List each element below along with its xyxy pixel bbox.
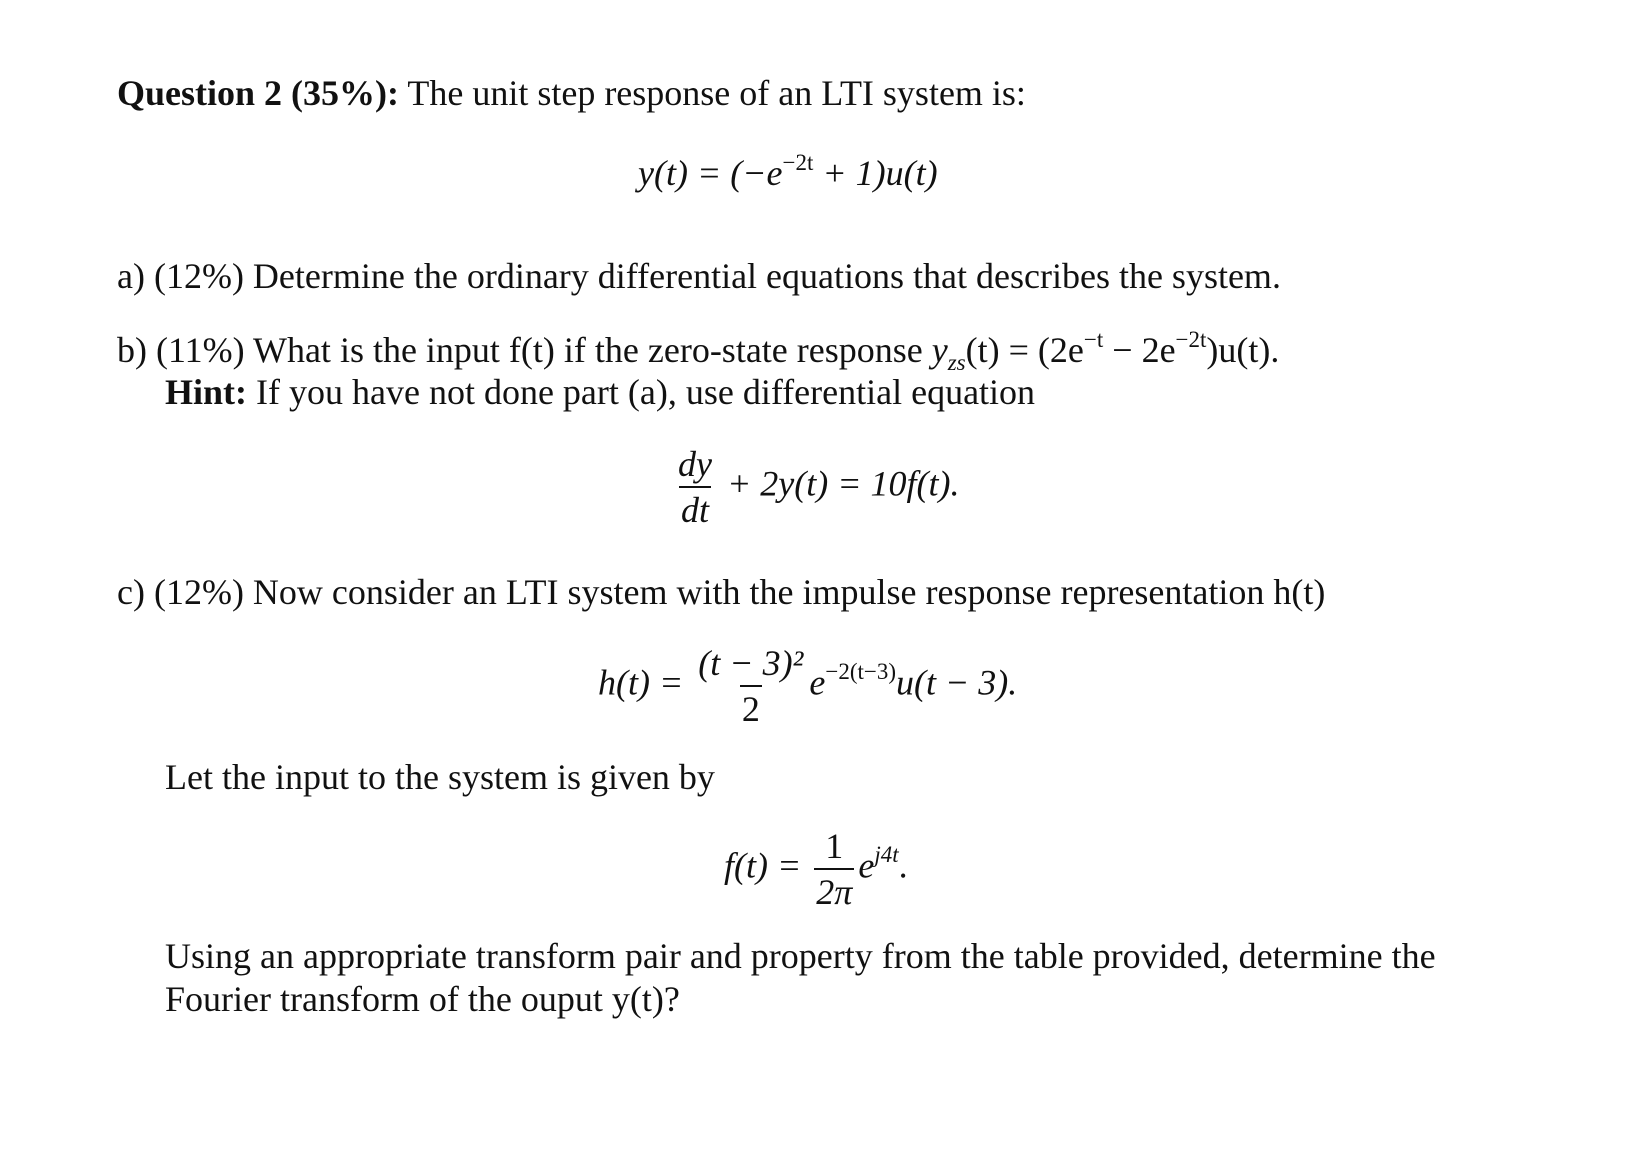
eq3-denominator: 2 [740, 685, 762, 727]
derivative-numerator: dy [678, 444, 712, 484]
question-heading-line [117, 75, 1026, 111]
eq4-e: e [858, 845, 875, 886]
eq1-rhs: + 1)u(t) [813, 153, 938, 193]
part-c-marker: c) [117, 572, 145, 612]
eq3-exponent: −2(t−3) [825, 659, 896, 685]
eq4-denominator: 2π [814, 868, 854, 910]
eq2-rhs: + 2y(t) = 10f(t). [726, 463, 960, 504]
part-b-hint [165, 374, 1035, 410]
eq4-fraction [814, 828, 854, 910]
hint-text: If you have not done part (a), use differential equation [247, 372, 1036, 412]
question-intro: The unit step response of an LTI system is: [407, 73, 1026, 113]
eq3-numerator: (t − 3)² [698, 643, 804, 683]
eq3-lhs: h(t) = [598, 662, 684, 703]
let-input: Let the input to the system is given by [165, 757, 715, 797]
part-b-yzs: y [931, 330, 948, 370]
part-a [117, 258, 1281, 294]
eq3-fraction [696, 645, 805, 727]
step-response-equation [638, 150, 938, 193]
eq3-rhs: u(t − 3). [896, 662, 1018, 703]
part-b [117, 327, 1280, 375]
eq1-lhs: y(t) = (−e [638, 153, 783, 193]
part-b-mid2: − 2e [1103, 330, 1176, 370]
part-b-marker: b) [117, 330, 147, 370]
part-b-exp2: −2t [1175, 327, 1207, 352]
part-c [117, 574, 1325, 610]
final-text-2: Fourier transform of the ouput y(t)? [165, 979, 680, 1019]
question-heading: Question 2 (35%): [117, 73, 399, 113]
eq4-numerator: 1 [825, 826, 844, 866]
part-b-exp1: −t [1083, 327, 1104, 352]
eq4-exponent: j4t [874, 842, 899, 868]
final-line-1 [165, 938, 1436, 974]
derivative-fraction [676, 446, 714, 528]
final-line-2 [165, 981, 680, 1017]
eq1-exponent: −2t [782, 150, 814, 175]
part-b-eq-mid: (t) = (2e [965, 330, 1084, 370]
part-a-text: (12%) Determine the ordinary differential equations that describes the system. [153, 256, 1281, 296]
part-a-marker: a) [117, 256, 145, 296]
impulse-response-equation [598, 645, 1017, 727]
input-equation [724, 828, 908, 910]
differential-equation [672, 446, 960, 528]
part-b-yzs-subscript: zs [947, 350, 966, 375]
let-input-text [165, 759, 715, 795]
part-b-tail: )u(t). [1206, 330, 1280, 370]
part-c-text: (12%) Now consider an LTI system with the impulse response representation h(t) [153, 572, 1326, 612]
eq4-lhs: f(t) = [724, 845, 802, 886]
eq3-e: e [809, 662, 826, 703]
final-text-1: Using an appropriate transform pair and property from the table provided, determine the [165, 936, 1436, 976]
derivative-denominator: dt [679, 486, 711, 528]
part-b-text: (11%) What is the input f(t) if the zero-state response [156, 330, 932, 370]
hint-label: Hint: [165, 372, 248, 412]
eq4-tail: . [898, 845, 908, 886]
